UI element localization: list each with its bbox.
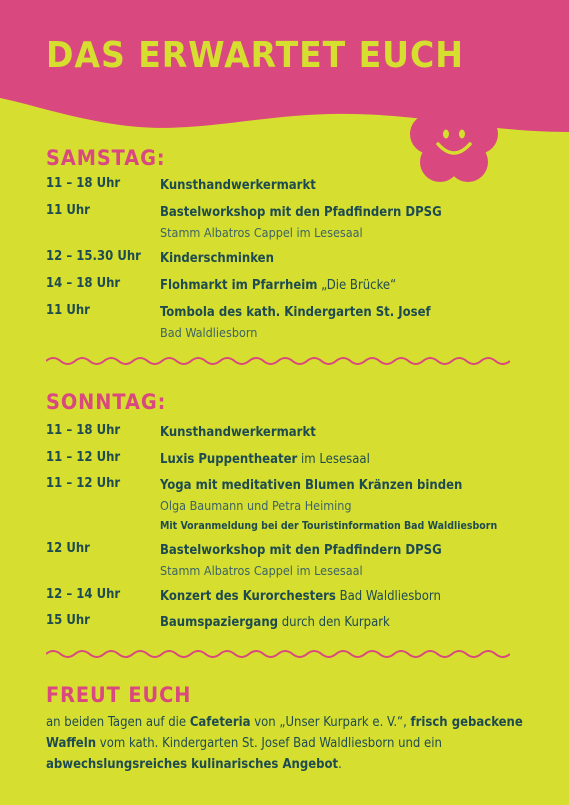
wave-divider xyxy=(46,648,510,660)
event-desc: Konzert des Kurorchesters Bad Waldliesborn xyxy=(160,589,441,604)
event-desc: Kunsthandwerkermarkt xyxy=(160,425,316,440)
event-desc: Kunsthandwerkermarkt xyxy=(160,178,316,193)
event-desc: Luxis Puppentheater im Lesesaal xyxy=(160,452,370,467)
event-desc: Baumspaziergang durch den Kurpark xyxy=(160,615,390,630)
event-desc: Yoga mit meditativen Blumen Kränzen binden Olga Baumann und Petra Heiming Mit Voranmeldung bei der Touristinformation Bad Waldliesborn xyxy=(160,478,498,532)
event-desc: Kinderschminken xyxy=(160,251,274,266)
sonntag-heading: SONNTAG: xyxy=(46,390,167,414)
event-time: 14 – 18 Uhr xyxy=(46,276,121,291)
event-time: 12 – 15.30 Uhr xyxy=(46,249,141,264)
event-time: 11 – 18 Uhr xyxy=(46,176,121,191)
event-time: 15 Uhr xyxy=(46,613,90,628)
event-desc: Flohmarkt im Pfarrheim „Die Brücke“ xyxy=(160,278,397,293)
page-title: DAS ERWARTET EUCH xyxy=(46,35,464,76)
samstag-heading: SAMSTAG: xyxy=(46,146,166,170)
event-time: 11 Uhr xyxy=(46,303,90,318)
event-time: 11 – 12 Uhr xyxy=(46,476,121,491)
freut-paragraph: an beiden Tagen auf die Cafeteria von „Unser Kurpark e. V.“, frisch gebackene Waffeln vom kath. Kindergarten St. Josef Bad Waldliesborn und ein abwechslungsreiches kulinarisches Angebot. xyxy=(46,715,523,772)
event-desc: Bastelworkshop mit den Pfadfindern DPSG Stamm Albatros Cappel im Lesesaal xyxy=(160,543,442,578)
event-time: 12 Uhr xyxy=(46,541,90,556)
event-time: 11 Uhr xyxy=(46,203,90,218)
smiley-flower-icon xyxy=(408,96,500,186)
event-time: 12 – 14 Uhr xyxy=(46,587,121,602)
event-desc: Bastelworkshop mit den Pfadfindern DPSG Stamm Albatros Cappel im Lesesaal xyxy=(160,205,442,240)
event-time: 11 – 18 Uhr xyxy=(46,423,121,438)
event-time: 11 – 12 Uhr xyxy=(46,450,121,465)
freut-heading: FREUT EUCH xyxy=(46,683,192,707)
wave-divider xyxy=(46,355,510,367)
event-desc: Tombola des kath. Kindergarten St. Josef Bad Waldliesborn xyxy=(160,305,431,340)
